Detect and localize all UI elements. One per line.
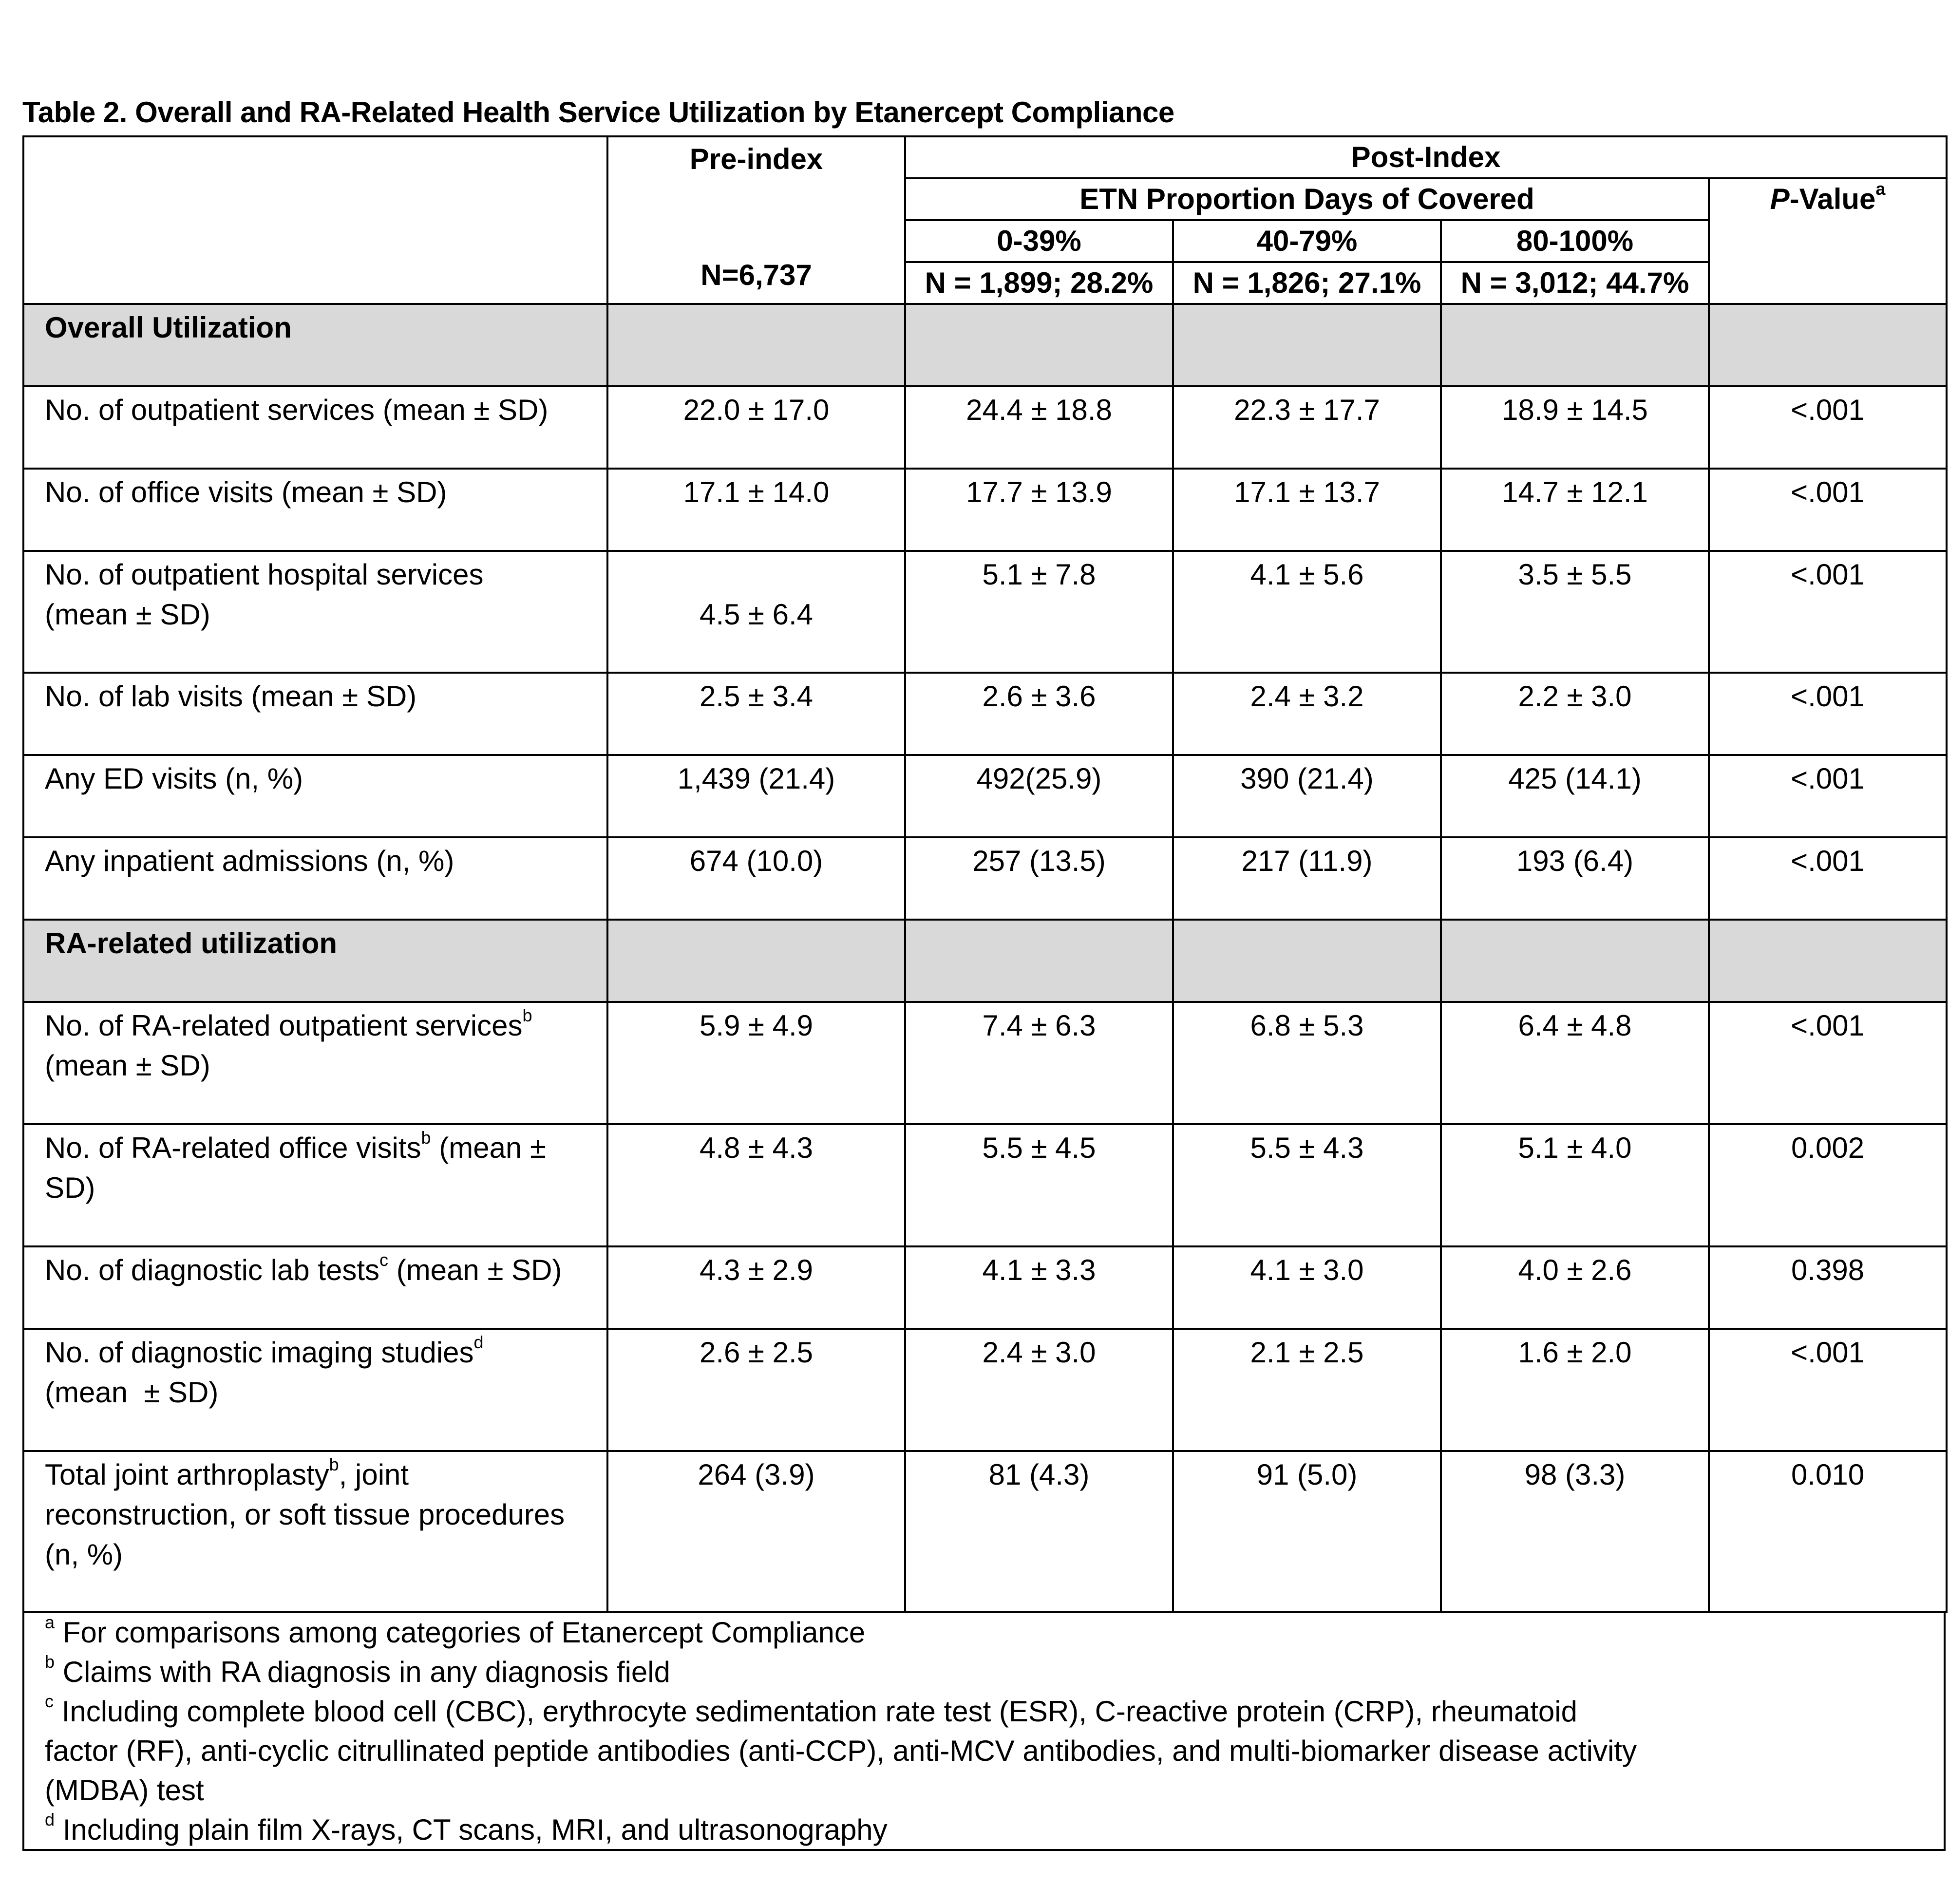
section-empty-cell <box>607 304 905 386</box>
section-empty-cell <box>905 920 1173 1002</box>
pre-value: 5.9 ± 4.9 <box>607 1002 905 1124</box>
group-2-value: 4.1 ± 3.0 <box>1173 1246 1441 1329</box>
footnote-marker: b <box>522 1005 532 1025</box>
table-caption: Table 2. Overall and RA-Related Health Service Utilization by Etanercept Compliance <box>22 96 1174 129</box>
header-etn-group: ETN Proportion Days of Covered <box>905 178 1709 220</box>
group-3-value: 98 (3.3) <box>1441 1451 1709 1612</box>
row-label-line <box>45 1250 597 1290</box>
row-label-line: (mean ± SD) <box>45 1376 219 1409</box>
footnote-text: Including plain film X-rays, CT scans, MRI, and ultrasonography <box>55 1813 888 1846</box>
row-label: No. of office visits (mean ± SD) <box>23 469 607 551</box>
row-label <box>23 1246 607 1329</box>
footnote <box>45 1652 1652 1692</box>
group-3-value: 5.1 ± 4.0 <box>1441 1124 1709 1246</box>
row-label-text: No. of RA-related office visits <box>45 1131 421 1164</box>
section-row-ra-related <box>23 920 1947 1002</box>
row-label-text: Total joint arthroplasty <box>45 1458 329 1491</box>
p-value: <.001 <box>1709 755 1947 837</box>
pvalue-sup: a <box>1875 179 1886 199</box>
group-3-value: 14.7 ± 12.1 <box>1441 469 1709 551</box>
group-3-value: 193 (6.4) <box>1441 837 1709 920</box>
group-2-value: 390 (21.4) <box>1173 755 1441 837</box>
p-value: 0.002 <box>1709 1124 1947 1246</box>
section-row-overall <box>23 304 1947 386</box>
group-2-value: 2.1 ± 2.5 <box>1173 1329 1441 1451</box>
header-group-1-n: N = 1,899; 28.2% <box>905 262 1173 304</box>
header-empty-cell <box>23 136 607 304</box>
row-label-text: (mean ± SD) <box>388 1254 562 1286</box>
p-value: <.001 <box>1709 1329 1947 1451</box>
footnote-marker: a <box>45 1612 55 1632</box>
table-row <box>23 673 1947 755</box>
row-label: No. of lab visits (mean ± SD) <box>23 673 607 755</box>
footnote-marker: d <box>45 1810 55 1829</box>
section-empty-cell <box>607 920 905 1002</box>
utilization-table <box>22 135 1948 1613</box>
table-row <box>23 469 1947 551</box>
section-empty-cell <box>1709 304 1947 386</box>
header-pre-index <box>607 136 905 304</box>
group-3-value: 4.0 ± 2.6 <box>1441 1246 1709 1329</box>
p-value: <.001 <box>1709 1002 1947 1124</box>
row-label-text: No. of RA-related outpatient services <box>45 1009 523 1042</box>
p-value: <.001 <box>1709 837 1947 920</box>
pre-value: 2.5 ± 3.4 <box>607 673 905 755</box>
section-empty-cell <box>1441 920 1709 1002</box>
header-row-1 <box>23 136 1947 178</box>
table-row <box>23 1002 1947 1124</box>
footnote-marker: c <box>379 1250 389 1270</box>
group-3-value: 3.5 ± 5.5 <box>1441 551 1709 673</box>
header-group-3-n: N = 3,012; 44.7% <box>1441 262 1709 304</box>
p-value: 0.010 <box>1709 1451 1947 1612</box>
row-label-line: (mean ± SD) <box>45 1049 210 1082</box>
footnote <box>45 1692 1652 1810</box>
section-empty-cell <box>905 304 1173 386</box>
p-value: <.001 <box>1709 551 1947 673</box>
row-label <box>23 1451 607 1612</box>
pre-value: 4.8 ± 4.3 <box>607 1124 905 1246</box>
row-label-text: , joint <box>339 1458 409 1491</box>
table-row <box>23 755 1947 837</box>
group-2-value: 17.1 ± 13.7 <box>1173 469 1441 551</box>
group-2-value: 6.8 ± 5.3 <box>1173 1002 1441 1124</box>
footnote-marker: b <box>45 1652 55 1672</box>
pre-value: 674 (10.0) <box>607 837 905 920</box>
footnotes <box>22 1611 1946 1851</box>
group-1-value: 7.4 ± 6.3 <box>905 1002 1173 1124</box>
row-label-line <box>45 1455 597 1495</box>
group-1-value: 24.4 ± 18.8 <box>905 386 1173 469</box>
group-1-value: 5.1 ± 7.8 <box>905 551 1173 673</box>
pre-value: 17.1 ± 14.0 <box>607 469 905 551</box>
pre-value: 4.5 ± 6.4 <box>607 551 905 673</box>
row-label: No. of outpatient services (mean ± SD) <box>23 386 607 469</box>
footnote-text: For comparisons among categories of Etanercept Compliance <box>55 1616 866 1649</box>
footnote-marker: b <box>421 1128 431 1148</box>
footnote-text: Claims with RA diagnosis in any diagnosis field <box>55 1656 670 1688</box>
table-row <box>23 1451 1947 1612</box>
footnote-marker: c <box>45 1691 54 1711</box>
section-title: Overall Utilization <box>23 304 607 386</box>
row-label-text: (mean ± <box>431 1131 546 1164</box>
footnote <box>45 1613 1652 1652</box>
pre-value: 4.3 ± 2.9 <box>607 1246 905 1329</box>
group-2-value: 4.1 ± 5.6 <box>1173 551 1441 673</box>
pre-value: 1,439 (21.4) <box>607 755 905 837</box>
row-label <box>23 551 607 673</box>
header-group-2-n: N = 1,826; 27.1% <box>1173 262 1441 304</box>
group-2-value: 2.4 ± 3.2 <box>1173 673 1441 755</box>
row-label-line: No. of outpatient hospital services <box>45 558 484 591</box>
row-label-line: reconstruction, or soft tissue procedures <box>45 1498 565 1531</box>
section-empty-cell <box>1709 920 1947 1002</box>
row-label <box>23 1002 607 1124</box>
pre-index-n: N=6,737 <box>700 259 812 291</box>
pre-value: 264 (3.9) <box>607 1451 905 1612</box>
pre-index-label: Pre-index <box>689 143 823 175</box>
group-1-value: 2.4 ± 3.0 <box>905 1329 1173 1451</box>
header-group-2-range: 40-79% <box>1173 220 1441 262</box>
group-1-value: 81 (4.3) <box>905 1451 1173 1612</box>
row-label-line <box>45 1006 597 1046</box>
group-3-value: 425 (14.1) <box>1441 755 1709 837</box>
footnote-marker: d <box>473 1332 484 1352</box>
row-label-text: No. of diagnostic lab tests <box>45 1254 380 1286</box>
group-1-value: 17.7 ± 13.9 <box>905 469 1173 551</box>
table-row <box>23 1246 1947 1329</box>
row-label <box>23 1124 607 1246</box>
group-1-value: 4.1 ± 3.3 <box>905 1246 1173 1329</box>
footnote-text: Including complete blood cell (CBC), erythrocyte sedimentation rate test (ESR), C-reactive protein (CRP), rheumatoid factor (RF), anti-cyclic citrullinated peptide antibodies (anti-CCP), anti-MCV antibodies, and multi-biomarker disease activity (MDBA) test <box>45 1695 1637 1807</box>
row-label-text: No. of diagnostic imaging studies <box>45 1336 474 1369</box>
group-2-value: 5.5 ± 4.3 <box>1173 1124 1441 1246</box>
group-2-value: 22.3 ± 17.7 <box>1173 386 1441 469</box>
row-label-line: (mean ± SD) <box>45 598 210 631</box>
row-label <box>23 1329 607 1451</box>
table-row <box>23 386 1947 469</box>
table-row <box>23 837 1947 920</box>
row-label-line: SD) <box>45 1171 95 1204</box>
section-title: RA-related utilization <box>23 920 607 1002</box>
pre-value: 2.6 ± 2.5 <box>607 1329 905 1451</box>
group-1-value: 2.6 ± 3.6 <box>905 673 1173 755</box>
group-2-value: 91 (5.0) <box>1173 1451 1441 1612</box>
pvalue-rest: -Value <box>1789 183 1876 215</box>
row-label: Any ED visits (n, %) <box>23 755 607 837</box>
header-group-3-range: 80-100% <box>1441 220 1709 262</box>
p-value: <.001 <box>1709 673 1947 755</box>
table-row <box>23 551 1947 673</box>
row-label-line <box>45 1128 597 1168</box>
group-3-value: 2.2 ± 3.0 <box>1441 673 1709 755</box>
pre-value: 22.0 ± 17.0 <box>607 386 905 469</box>
header-pvalue <box>1709 178 1947 304</box>
group-3-value: 18.9 ± 14.5 <box>1441 386 1709 469</box>
section-empty-cell <box>1173 304 1441 386</box>
row-label-line <box>45 1333 597 1373</box>
pvalue-italic: P <box>1770 183 1790 215</box>
group-1-value: 492(25.9) <box>905 755 1173 837</box>
table-row <box>23 1124 1947 1246</box>
footnote <box>45 1810 1652 1849</box>
header-group-1-range: 0-39% <box>905 220 1173 262</box>
group-3-value: 1.6 ± 2.0 <box>1441 1329 1709 1451</box>
group-3-value: 6.4 ± 4.8 <box>1441 1002 1709 1124</box>
row-label-line: (n, %) <box>45 1538 123 1571</box>
section-empty-cell <box>1441 304 1709 386</box>
group-1-value: 257 (13.5) <box>905 837 1173 920</box>
p-value: <.001 <box>1709 386 1947 469</box>
header-post-index: Post-Index <box>905 136 1947 178</box>
footnote-marker: b <box>329 1454 339 1474</box>
section-empty-cell <box>1173 920 1441 1002</box>
group-1-value: 5.5 ± 4.5 <box>905 1124 1173 1246</box>
table-row <box>23 1329 1947 1451</box>
p-value: 0.398 <box>1709 1246 1947 1329</box>
group-2-value: 217 (11.9) <box>1173 837 1441 920</box>
p-value: <.001 <box>1709 469 1947 551</box>
row-label: Any inpatient admissions (n, %) <box>23 837 607 920</box>
